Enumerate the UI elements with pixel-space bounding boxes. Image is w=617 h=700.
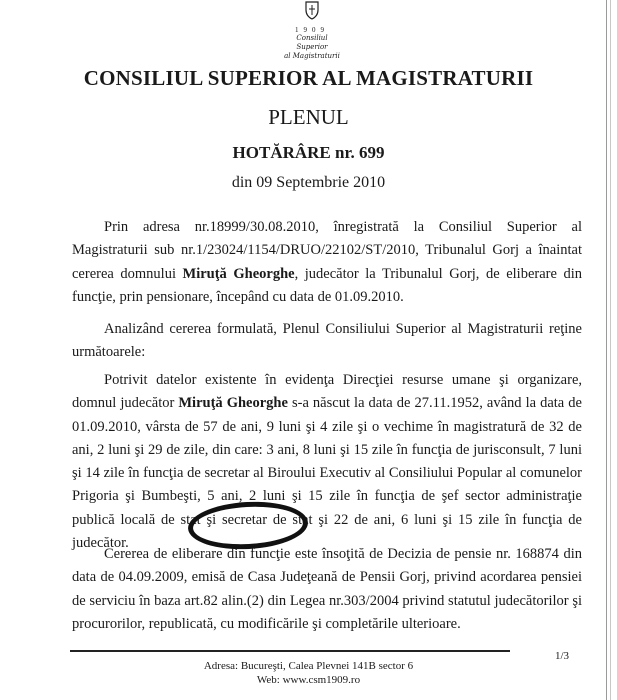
paragraph-request: Prin adresa nr.18999/30.08.2010, înregistrată la Consiliul Superior al Magistraturii sub nr.1/23024/1154/DRUO/22102/ST/2010, Tribunalul Gorj a înaintat cererea domnului Miruţă Gheorghe, judecător la Tribunalul Gorj, de eliberare din funcţie, prin pensionare, începând cu data de 01.09.2010. [72,219,582,305]
decision-date: din 09 Septembrie 2010 [231,174,386,191]
footer-web: Web: www.csm1909.ro [256,674,361,686]
decision-number: HOTĂRÂRE nr. 699 [232,143,385,162]
paragraph-analysis: Analizând cererea formulată, Plenul Consiliului Superior al Magistraturii reţine următoarele: [72,321,582,361]
crest-year: 1909 [295,26,329,34]
institution-crest [282,0,342,58]
paragraph-pension-decision: Cererea de eliberare din funcţie este însoţită de Decizia de pensie nr. 168874 din data de 04.09.2009, emisă de Casa Judeţeană de Pensii Gorj, privind acordarea pensiei de serviciu în baza art.82 alin.(2) din Legea nr.303/2004 privind statutul judecătorilor şi procurorilor, republicată, cu modificările şi completările ulterioare. [72,546,582,632]
judge-name: Miruţă Gheorghe [178,395,288,412]
footer-address: Adresa: Bucureşti, Calea Plevnei 141B sector 6 [203,660,414,672]
institution-title: CONSILIUL SUPERIOR AL MAGISTRATURII [83,66,534,90]
crest-caption: Consiliul Superior [296,34,328,51]
judge-name: Miruţă Gheorghe [182,265,295,282]
section-title: PLENUL [268,105,349,129]
crest-emblem-icon [303,0,321,20]
page-number: 1/3 [555,650,570,662]
paragraph-career-record: Potrivit datelor existente în evidenţa Direcţiei resurse umane şi organizare, domnul judecător Miruţă Gheorghe s-a născut la data de 27.11.1952, având la data de 01.09.2010, vârsta de 57 de ani, 9 luni şi 4 zile şi o vechime în magistratură de 32 de ani, 2 luni şi 29 de zile, din care: 3 ani, 8 luni şi 15 zile în funcţia de jurisconsult, 7 luni şi 14 zile în funcţia de secretar al Biroului Executiv al Consiliului Popular al comunelor Prigoria şi Bumbeşti, 5 ani, 2 luni şi 15 zile în funcţia de şef sector administraţie publică locală de stat şi secretar de stat şi 22 de ani, 6 luni şi 15 zile în funcţia de judecător. [72,372,582,552]
crest-caption: al Magistraturii [284,52,340,60]
footer-rule [70,650,510,652]
